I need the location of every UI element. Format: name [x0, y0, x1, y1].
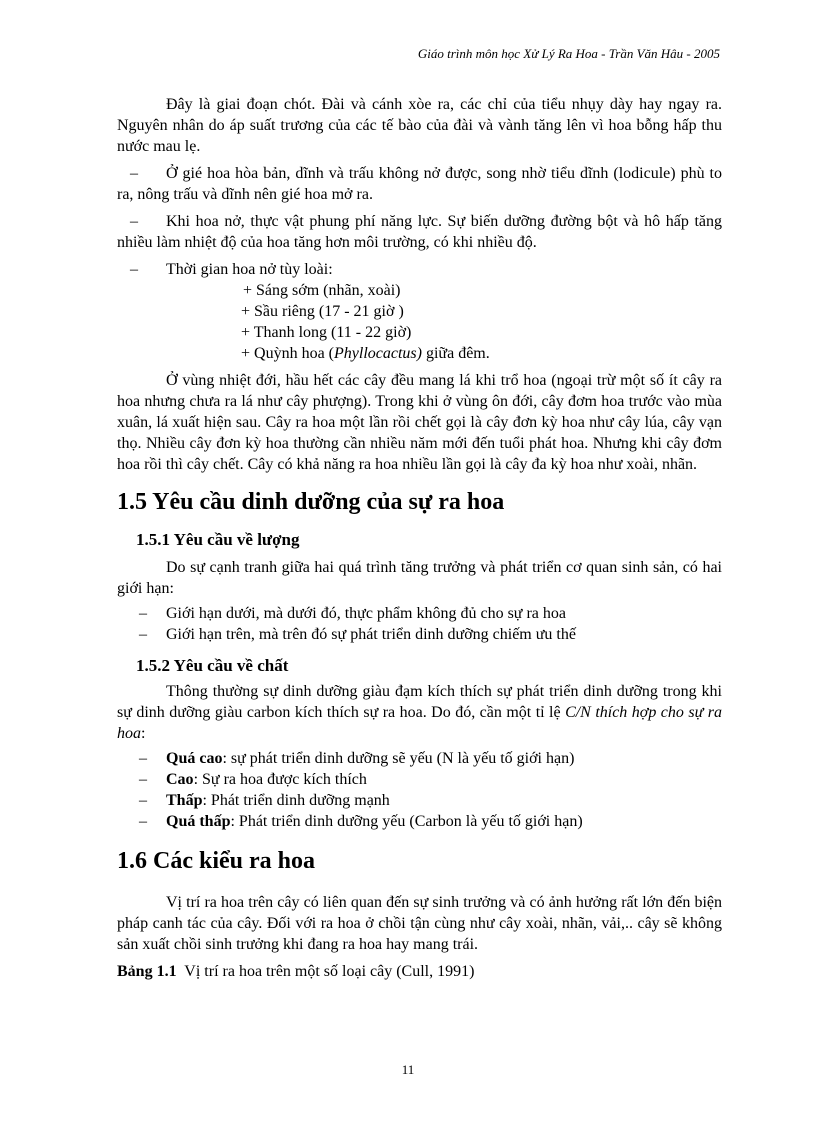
- quality-text: Thông thường sự dinh dưỡng giàu đạm kích thích sự phát triển dinh dưỡng trong khi sự dinh dưỡng giàu carbon kích thích sự ra hoa. Do đó, cần một tỉ lệ: [117, 683, 722, 721]
- dash-mark: –: [130, 261, 138, 278]
- dash-paragraph-timing: [117, 259, 722, 280]
- quality-ratio: C/N thích hợp cho sự ra hoa: [117, 704, 722, 742]
- dash-mark: –: [130, 165, 138, 182]
- paragraph-quality: [117, 681, 722, 744]
- running-header: Giáo trình môn học Xử Lý Ra Hoa - Trần Văn Hâu - 2005: [417, 46, 720, 61]
- dash-paragraph-text: Thời gian hoa nở tùy loài:: [166, 261, 333, 278]
- dash-mark: –: [139, 605, 147, 622]
- dash-paragraph-text: Khi hoa nở, thực vật phung phí năng lực. Sự biến dưỡng đường bột và hô hấp tăng nhiều làm nhiệt độ của hoa tăng hơn môi trường, có khi nhiều độ.: [117, 213, 722, 251]
- list-item: [117, 748, 722, 769]
- timing-item-pre: + Quỳnh hoa (: [241, 345, 335, 362]
- list-item-text: : Sự ra hoa được kích thích: [193, 771, 367, 788]
- timing-item: + Sầu riêng (17 - 21 giờ ): [241, 303, 404, 320]
- dash-paragraph-text: Ở gié hoa hòa bản, dĩnh và trấu không nở được, song nhờ tiểu dĩnh (lodicule) phù to ra, nông trấu và dĩnh nên gié hoa mở ra.: [117, 165, 722, 203]
- paragraph-flowering-types: Vị trí ra hoa trên cây có liên quan đến sự sinh trưởng và có ảnh hưởng rất lớn đến biện pháp canh tác của cây. Đối với ra hoa ở chồi tận cùng như cây xoài, nhãn, vải,.. cây sẽ không sản xuất chồi sinh trưởng khi đang ra hoa hay mang trái.: [117, 894, 722, 953]
- list-item-term: Cao: [166, 771, 194, 788]
- list-item: [117, 624, 722, 645]
- dash-paragraph-energy: [117, 211, 722, 253]
- table-caption: [117, 961, 722, 982]
- quality-list: [117, 748, 722, 832]
- paragraph-tropical: Ở vùng nhiệt đới, hầu hết các cây đều mang lá khi trổ hoa (ngoại trừ một số ít cây ra hoa nhưng chưa ra lá như cây phượng). Trong khi ở vùng ôn đới, cây đơm hoa trước vào mùa xuân, lá xuất hiện sau. Cây ra hoa một lần rồi chết gọi là cây đơn kỳ hoa như cây lúa, cây vạn thọ. Nhiều cây đơn kỳ hoa thường cần nhiều năm mới đến tuổi phát hoa. Nhưng khi cây đơm hoa rồi thì cây chết. Cây có khả năng ra hoa nhiều lần gọi là cây đa kỳ hoa như xoài, nhãn.: [117, 372, 722, 473]
- paragraph-opening: Đây là giai đoạn chót. Đài và cánh xòe ra, các chỉ của tiểu nhụy dày hay ngay ra. Nguyên nhân do áp suất trương của các tế bào của đài và vành tăng lên vì hoa bỗng hấp thu nước mau lẹ.: [117, 96, 722, 155]
- quality-text-end: :: [141, 725, 146, 742]
- list-item-term: Thấp: [166, 792, 203, 809]
- list-item-text: : sự phát triển dinh dưỡng sẽ yếu (N là yếu tố giới hạn): [222, 750, 575, 767]
- list-item: [117, 790, 722, 811]
- list-item-text: : Phát triển dinh dưỡng mạnh: [202, 792, 390, 809]
- list-item-text: Giới hạn trên, mà trên đó sự phát triển dinh dưỡng chiếm ưu thế: [166, 626, 576, 643]
- timing-item: + Thanh long (11 - 22 giờ): [241, 324, 412, 341]
- dash-paragraph-lodicule: [117, 163, 722, 205]
- timing-item: [241, 343, 722, 364]
- list-item-text: Giới hạn dưới, mà dưới đó, thực phẩm không đủ cho sự ra hoa: [166, 605, 567, 622]
- table-caption-text: Vị trí ra hoa trên một số loại cây (Cull, 1991): [176, 963, 475, 980]
- dash-mark: –: [139, 771, 147, 788]
- section-heading-1-6: 1.6 Các kiểu ra hoa: [117, 848, 315, 874]
- list-item-text: : Phát triển dinh dưỡng yếu (Carbon là yếu tố giới hạn): [230, 813, 583, 830]
- table-caption-label: Bảng 1.1: [117, 963, 177, 980]
- quantity-list: [117, 603, 722, 645]
- subsection-heading-1-5-2: 1.5.2 Yêu cầu về chất: [136, 656, 289, 675]
- section-heading-1-5: 1.5 Yêu cầu dinh dưỡng của sự ra hoa: [117, 489, 505, 515]
- species-name: Phyllocactus): [334, 345, 422, 362]
- page-body: [117, 94, 722, 982]
- dash-mark: –: [139, 813, 147, 830]
- list-item: [117, 811, 722, 832]
- page-number: 11: [401, 1062, 415, 1077]
- list-item-term: Quá thấp: [166, 813, 231, 830]
- dash-mark: –: [139, 626, 147, 643]
- paragraph-quantity: Do sự cạnh tranh giữa hai quá trình tăng trưởng và phát triển cơ quan sinh sản, có hai giới hạn:: [117, 559, 722, 597]
- list-item: [117, 769, 722, 790]
- timing-item: + Sáng sớm (nhãn, xoài): [243, 282, 401, 299]
- list-item: [117, 603, 722, 624]
- timing-item-post: giữa đêm.: [421, 345, 490, 362]
- dash-mark: –: [130, 213, 138, 230]
- dash-mark: –: [139, 792, 147, 809]
- list-item-term: Quá cao: [166, 750, 223, 767]
- dash-mark: –: [139, 750, 147, 767]
- subsection-heading-1-5-1: 1.5.1 Yêu cầu về lượng: [136, 530, 300, 549]
